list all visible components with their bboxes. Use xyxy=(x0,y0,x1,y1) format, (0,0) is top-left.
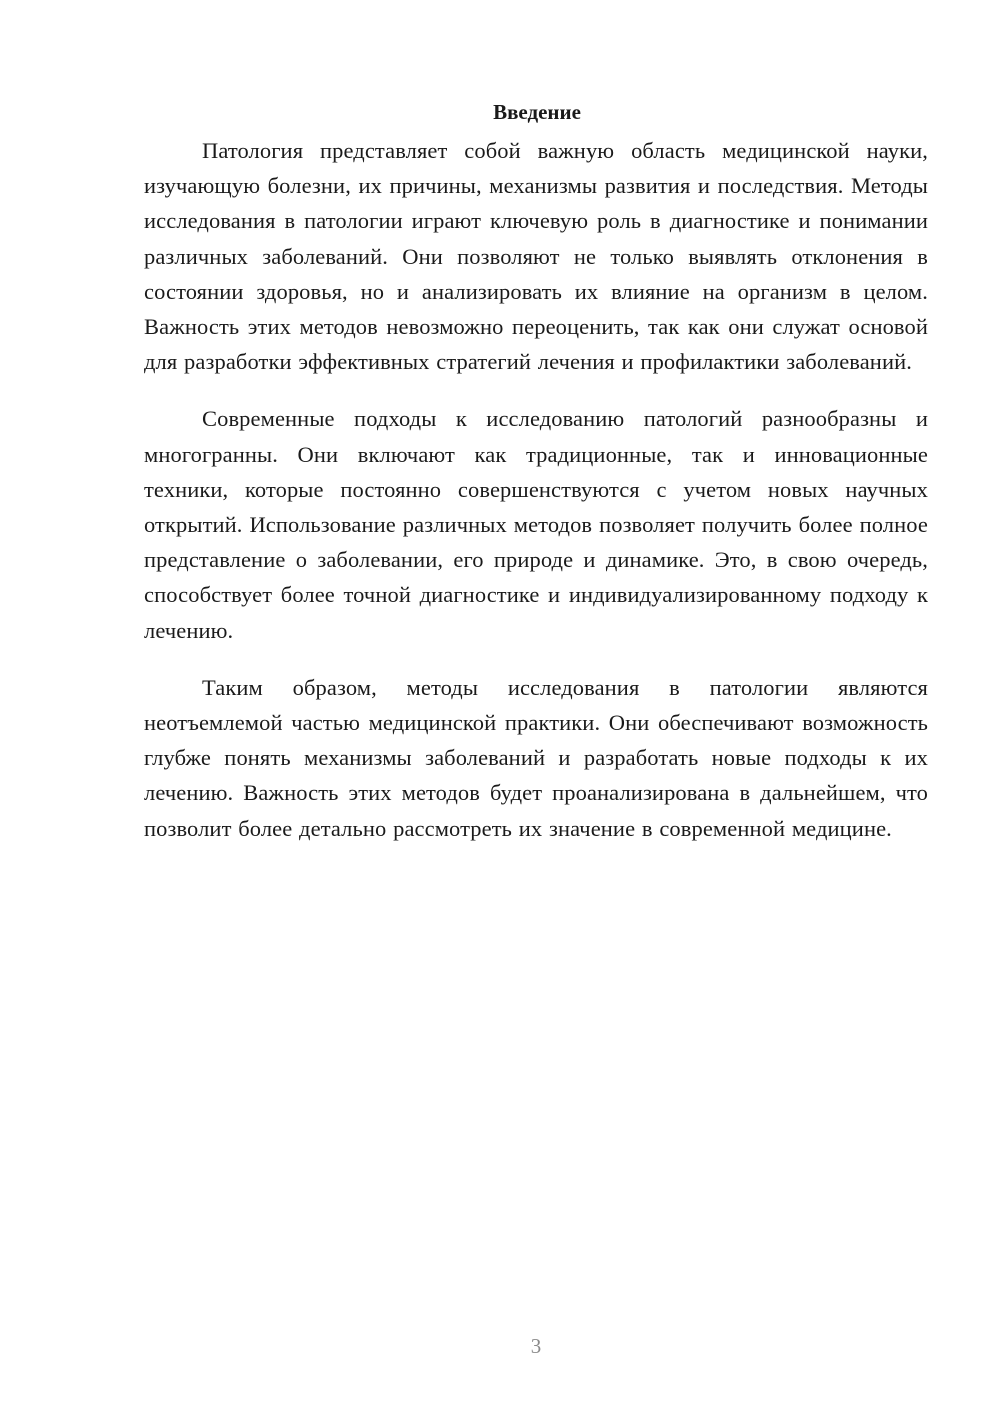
paragraph-2: Современные подходы к исследованию патологий разнообразны и многогранны. Они включают как традиционные, так и инновационные техники, которые постоянно совершенствуются с учетом новых научных открытий. Использование различных методов позволяет получить более полное представление о заболевании, его природе и динамике. Это, в свою очередь, способствует более точной диагностике и индивидуализированному подходу к лечению. xyxy=(144,406,928,643)
section-heading: Введение xyxy=(493,100,581,124)
page-number: 3 xyxy=(530,1334,542,1358)
paragraph-1: Патология представляет собой важную область медицинской науки, изучающую болезни, их причины, механизмы развития и последствия. Методы исследования в патологии играют ключевую роль в диагностике и понимании различных заболеваний. Они позволяют не только выявлять отклонения в состоянии здоровья, но и анализировать их влияние на организм в целом. Важность этих методов невозможно переоценить, так как они служат основой для разработки эффективных стратегий лечения и профилактики заболеваний. xyxy=(144,138,928,375)
page-content xyxy=(144,96,928,846)
paragraph-3: Таким образом, методы исследования в патологии являются неотъемлемой частью медицинской практики. Они обеспечивают возможность глубже понять механизмы заболеваний и разработать новые подходы к их лечению. Важность этих методов будет проанализирована в дальнейшем, что позволит более детально рассмотреть их значение в современной медицине. xyxy=(144,674,928,841)
